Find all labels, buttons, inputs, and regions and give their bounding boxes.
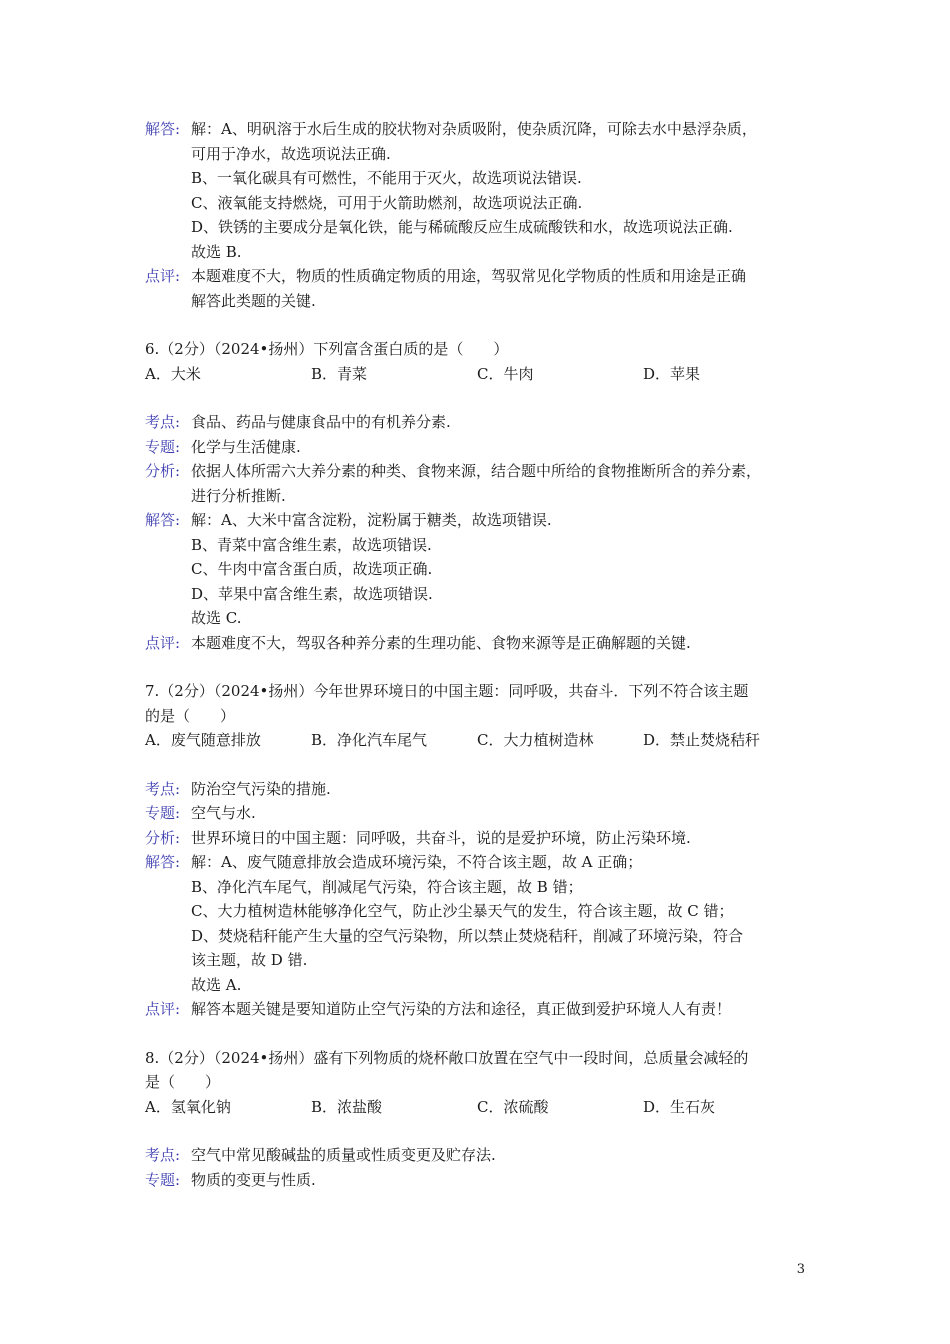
q6-options <box>145 362 815 387</box>
answer-line: B、青菜中富含维生素，故选项错误. <box>191 535 432 554</box>
q6-fenxi <box>145 459 815 508</box>
q8-stem: 8.（2分）（2024•扬州）盛有下列物质的烧杯敞口放置在空气中一段时间，总质量会减轻的 <box>145 1048 749 1067</box>
answer-line: 该主题，故 D 错. <box>191 951 308 969</box>
kaodian-text: 食品、药品与健康食品中的有机养分素. <box>191 413 451 431</box>
q7-fenxi <box>145 826 815 851</box>
zhuanti-text: 化学与生活健康. <box>191 437 301 456</box>
answer-label: 解答: <box>145 511 181 529</box>
zhuanti-label: 专题: <box>145 437 181 456</box>
q7-options <box>145 728 815 753</box>
answer-line: C、液氧能支持燃烧，可用于火箭助燃剂，故选项说法正确. <box>191 193 583 212</box>
review-line: 本题难度不大，物质的性质确定物质的用途，驾驭常见化学物质的性质和用途是正确 <box>191 267 747 285</box>
q7-answer <box>145 850 815 997</box>
kaodian-label: 考点: <box>145 413 181 431</box>
q6-stem: 6.（2分）（2024•扬州）下列富含蛋白质的是（ ） <box>145 340 509 358</box>
q6-kaodian <box>145 410 815 435</box>
zhuanti-label: 专题: <box>145 1170 181 1189</box>
fenxi-label: 分析: <box>145 828 181 847</box>
kaodian-text: 空气中常见酸碱盐的质量或性质变更及贮存法. <box>191 1146 496 1164</box>
option-d: D．苹果 <box>643 364 701 383</box>
option-c: C．大力植树造林 <box>477 731 594 749</box>
zhuanti-label: 专题: <box>145 804 181 822</box>
answer-line: B、一氧化碳具有可燃性，不能用于灭火，故选项说法错误. <box>191 169 582 187</box>
option-a: A．废气随意排放 <box>145 731 261 749</box>
option-c: C．浓硫酸 <box>477 1097 549 1116</box>
q6-review <box>145 631 815 656</box>
answer-line: 解：A、大米中富含淀粉，淀粉属于糖类，故选项错误. <box>191 511 552 529</box>
q7-kaodian <box>145 777 815 802</box>
option-d: D．生石灰 <box>643 1097 716 1116</box>
page-number: 3 <box>796 1262 805 1277</box>
answer-label: 解答: <box>145 853 181 871</box>
answer-line: 解：A、明矾溶于水后生成的胶状物对杂质吸附，使杂质沉降，可除去水中悬浮杂质， <box>191 120 757 138</box>
answer-line: 可用于净水，故选项说法正确. <box>191 144 391 163</box>
fenxi-label: 分析: <box>145 462 181 480</box>
zhuanti-text: 物质的变更与性质. <box>191 1170 316 1189</box>
review-label: 点评: <box>145 1000 181 1018</box>
kaodian-label: 考点: <box>145 1146 181 1164</box>
answer-line: C、大力植树造林能够净化空气，防止沙尘暴天气的发生，符合该主题，故 C 错； <box>191 902 734 920</box>
option-c: C．牛肉 <box>477 364 534 383</box>
answer-line: D、苹果中富含维生素，故选项错误. <box>191 584 433 603</box>
kaodian-label: 考点: <box>145 779 181 798</box>
q8-zhuanti <box>145 1168 815 1193</box>
review-line: 解答此类题的关键. <box>191 291 316 310</box>
answer-line: C、牛肉中富含蛋白质，故选项正确. <box>191 560 433 578</box>
fenxi-line: 进行分析推断. <box>191 486 286 505</box>
review-label: 点评: <box>145 633 181 652</box>
q8-kaodian <box>145 1143 815 1168</box>
q6-answer <box>145 508 815 631</box>
q7-stem: 的是（ ） <box>145 706 236 725</box>
answer-label: 解答: <box>145 120 181 138</box>
q5-review <box>145 264 815 313</box>
q7-stem: 7.（2分）（2024•扬州）今年世界环境日的中国主题：同呼吸，共奋斗．下列不符合该主题 <box>145 682 749 700</box>
answer-line: 故选 A. <box>191 975 242 994</box>
answer-line: B、净化汽车尾气，削减尾气污染，符合该主题，故 B 错； <box>191 877 583 896</box>
q5-answer <box>145 117 815 264</box>
answer-line: 解：A、废气随意排放会造成环境污染，不符合该主题，故 A 正确； <box>191 853 643 871</box>
q8-options <box>145 1095 815 1120</box>
review-text: 本题难度不大，驾驭各种养分素的生理功能、食物来源等是正确解题的关键. <box>191 633 691 652</box>
option-b: B．净化汽车尾气 <box>311 731 428 749</box>
zhuanti-text: 空气与水. <box>191 804 256 822</box>
fenxi-text: 世界环境日的中国主题：同呼吸，共奋斗，说的是爱护环境，防止污染环境. <box>191 828 691 847</box>
q8-stem: 是（ ） <box>145 1073 221 1091</box>
kaodian-text: 防治空气污染的措施. <box>191 779 331 798</box>
option-a: A．大米 <box>145 364 201 383</box>
answer-line: D、铁锈的主要成分是氧化铁，能与稀硫酸反应生成硫酸铁和水，故选项说法正确. <box>191 218 733 236</box>
q7-zhuanti <box>145 801 815 826</box>
answer-line: 故选 B. <box>191 242 242 261</box>
option-a: A．氢氧化钠 <box>145 1097 231 1116</box>
fenxi-line: 依据人体所需六大养分素的种类、食物来源，结合题中所给的食物推断所含的养分素， <box>191 462 762 480</box>
review-label: 点评: <box>145 267 181 285</box>
q7-review <box>145 997 815 1022</box>
answer-line: 故选 C. <box>191 609 242 627</box>
document-page <box>145 117 815 1192</box>
option-d: D．禁止焚烧秸秆 <box>643 731 761 749</box>
option-b: B．浓盐酸 <box>311 1097 383 1116</box>
answer-line: D、焚烧秸秆能产生大量的空气污染物，所以禁止焚烧秸秆，削减了环境污染，符合 <box>191 926 744 945</box>
option-b: B．青菜 <box>311 364 368 383</box>
q6-zhuanti <box>145 435 815 460</box>
review-text: 解答本题关键是要知道防止空气污染的方法和途径，真正做到爱护环境人人有责！ <box>191 1000 732 1018</box>
